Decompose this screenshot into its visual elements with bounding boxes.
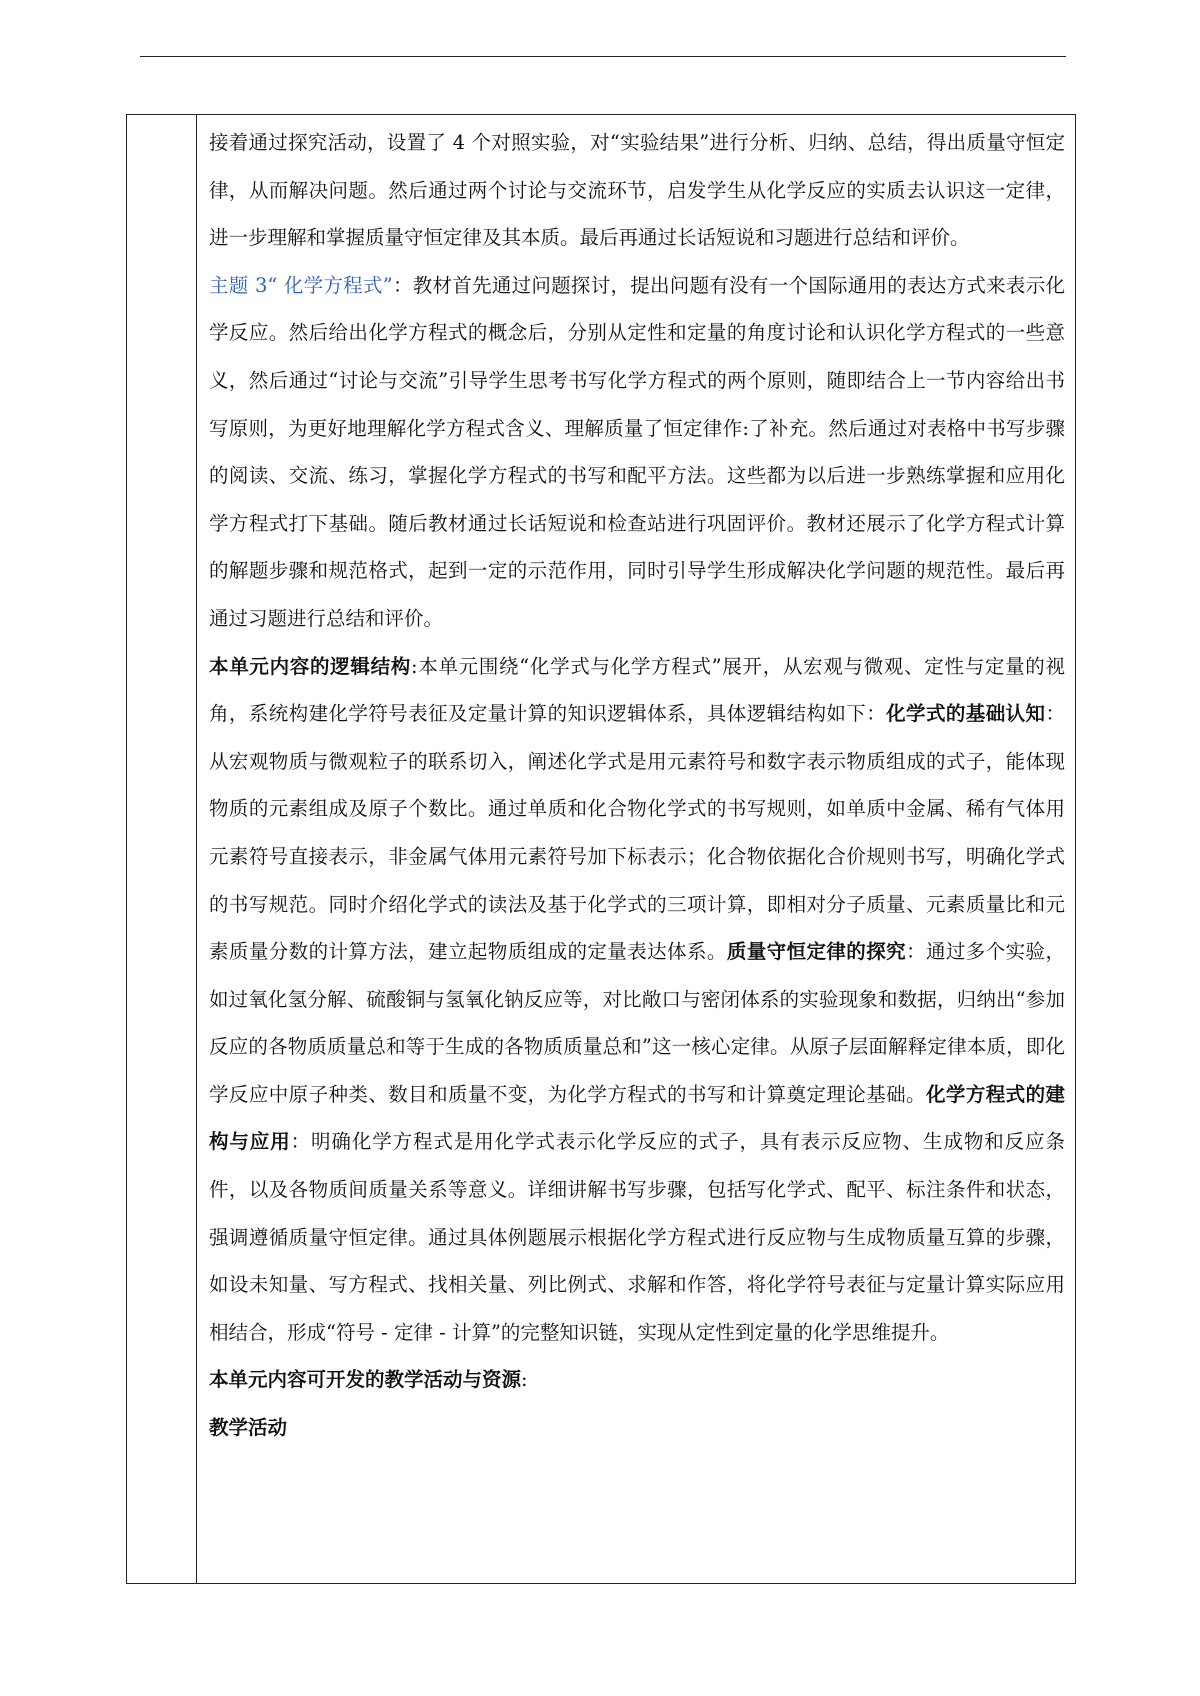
text-run: ：明确化学方程式是用化学式表示化学反应的式子，具有表示反应物、生成物和反应条件，以及各物质间质量关系等意义。详细讲解书写步骤，包括写化学式、配平、标注条件和状态，强调遵循质量守恒定律。通过具体例题展示根据化学方程式进行反应物与生成物质量互算的步骤，如设未知量、写方程式、找相关量、列比例式、求解和作答，将化学符号表征与定量计算实际应用相结合，形成“符号 - 定律 - 计算”的完整知识链，实现从定性到定量的化学思维提升。 bbox=[209, 1130, 1065, 1344]
equation-application-heading: 化学方程式的建构与应用 bbox=[209, 1082, 1065, 1154]
paragraph-logic-structure bbox=[209, 643, 1065, 1357]
mass-conservation-heading: 质量守恒定律的探究 bbox=[726, 940, 907, 964]
text-run: 接着通过探究活动，设置了 4 个对照实验，对“实验结果”进行分析、归纳、总结，得出质量守恒定律，从而解决问题。然后通过两个讨论与交流环节，启发学生从化学反应的实质去认识这一定律，进一步理解和掌握质量守恒定律及其本质。最后再通过长话短说和习题进行总结和评价。 bbox=[209, 131, 1065, 250]
paragraph-activities-resources bbox=[209, 1356, 1065, 1404]
paragraph-exploration-summary bbox=[209, 119, 1065, 262]
paragraph-topic-3 bbox=[209, 262, 1065, 643]
paragraph-teaching-activities bbox=[209, 1404, 1065, 1452]
text-run: : bbox=[521, 1368, 528, 1392]
content-cell bbox=[209, 119, 1065, 1452]
teaching-activities-heading: 教学活动 bbox=[209, 1416, 288, 1440]
text-run: ：通过多个实验，如过氧化氢分解、硫酸铜与氢氧化钠反应等，对比敞口与密闭体系的实验现象和数据，归纳出“参加反应的各物质质量总和等于生成的各物质质量总和”这一核心定律。从原子层面解释定律本质，即化学反应中原子种类、数目和质量不变，为化学方程式的书写和计算奠定理论基础。 bbox=[209, 940, 1065, 1106]
left-label-column bbox=[127, 115, 197, 1583]
formula-basics-heading: 化学式的基础认知 bbox=[886, 702, 1046, 726]
topic-3-heading: 主题 3“ 化学方程式” bbox=[209, 273, 393, 297]
text-run: :本单元围绕“化学式与化学方程式”展开，从宏观与微观、定性与定量的视角，系统构建化学符号表征及定量计算的知识逻辑体系，具体逻辑结构如下： bbox=[209, 654, 1065, 726]
document-table bbox=[126, 114, 1076, 1584]
text-run: ：从宏观物质与微观粒子的联系切入，阐述化学式是用元素符号和数字表示物质组成的式子，能体现物质的元素组成及原子个数比。通过单质和化合物化学式的书写规则，如单质中金属、稀有气体用元素符号直接表示，非金属气体用元素符号加下标表示；化合物依据化合价规则书写，明确化学式的书写规范。同时介绍化学式的读法及基于化学式的三项计算，即相对分子质量、元素质量比和元素质量分数的计算方法，建立起物质组成的定量表达体系。 bbox=[209, 702, 1065, 964]
header-rule bbox=[140, 56, 1066, 57]
logic-structure-heading: 本单元内容的逻辑结构 bbox=[209, 654, 411, 678]
activities-resources-heading: 本单元内容可开发的教学活动与资源 bbox=[209, 1368, 522, 1392]
text-run: ：教材首先通过问题探讨，提出问题有没有一个国际通用的表达方式来表示化学反应。然后给出化学方程式的概念后，分别从定性和定量的角度讨论和认识化学方程式的一些意义，然后通过“讨论与交流”引导学生思考书写化学方程式的两个原则，随即结合上一节内容给出书写原则，为更好地理解化学方程式含义、理解质量了恒定律作:了补充。然后通过对表格中书写步骤的阅读、交流、练习，掌握化学方程式的书写和配平方法。这些都为以后进一步熟练掌握和应用化学方程式打下基础。随后教材通过长话短说和检查站进行巩固评价。教材还展示了化学方程式计算的解题步骤和规范格式，起到一定的示范作用，同时引导学生形成解决化学问题的规范性。最后再通过习题进行总结和评价。 bbox=[209, 273, 1065, 630]
